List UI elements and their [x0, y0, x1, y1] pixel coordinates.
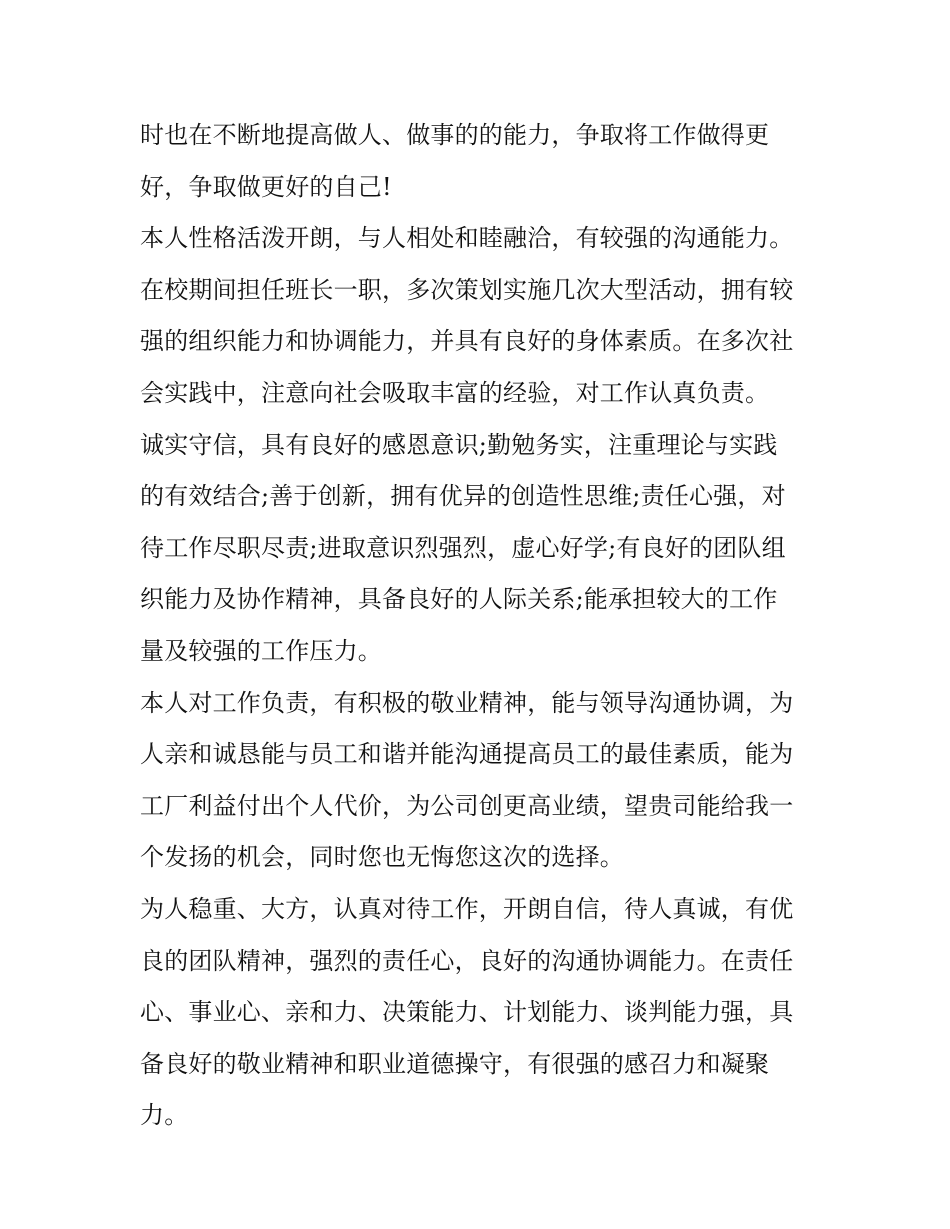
document-body: [140, 110, 820, 1142]
text-line: 时也在不断地提高做人、做事的的能力，争取将工作做得更: [140, 121, 770, 149]
text-line: 备良好的敬业精神和职业道德操守，有很强的感召力和凝聚: [140, 1049, 770, 1078]
text-line: 个发扬的机会，同时您也无悔您这次的选择。: [140, 843, 624, 872]
text-line: 本人性格活泼开朗，与人相处和睦融洽，有较强的沟通能力。: [140, 224, 794, 253]
text-line: 待工作尽职尽责;进取意识烈强烈，虚心好学;有良好的团队组: [140, 533, 786, 562]
text-line: 力。: [140, 1101, 189, 1130]
text-line: 在校期间担任班长一职，多次策划实施几次大型活动，拥有较: [140, 275, 794, 304]
text-line: 为人稳重、大方，认真对待工作，开朗自信，待人真诚，有优: [140, 894, 794, 923]
text-line: 良的团队精神，强烈的责任心，良好的沟通协调能力。在责任: [140, 946, 794, 975]
text-line: 强的组织能力和协调能力，并具有良好的身体素质。在多次社: [140, 327, 794, 356]
text-line: 心、事业心、亲和力、决策能力、计划能力、谈判能力强，具: [140, 998, 794, 1027]
text-line: 工厂利益付出个人代价，为公司创更高业绩，望贵司能给我一: [140, 791, 794, 820]
text-line: 诚实守信，具有良好的感恩意识;勤勉务实，注重理论与实践: [140, 430, 778, 459]
text-line: 会实践中，注意向社会吸取丰富的经验，对工作认真负责。: [140, 378, 770, 407]
text-line: 本人对工作负责，有积极的敬业精神，能与领导沟通协调，为: [140, 688, 794, 717]
text-line: 量及较强的工作压力。: [140, 636, 382, 665]
text-line: 人亲和诚恳能与员工和谐并能沟通提高员工的最佳素质，能为: [140, 740, 794, 769]
text-line: 的有效结合;善于创新，拥有优异的创造性思维;责任心强，对: [140, 482, 786, 511]
text-line: 织能力及协作精神，具备良好的人际关系;能承担较大的工作: [140, 585, 778, 614]
text-line: 好，争取做更好的自己!: [140, 172, 392, 201]
